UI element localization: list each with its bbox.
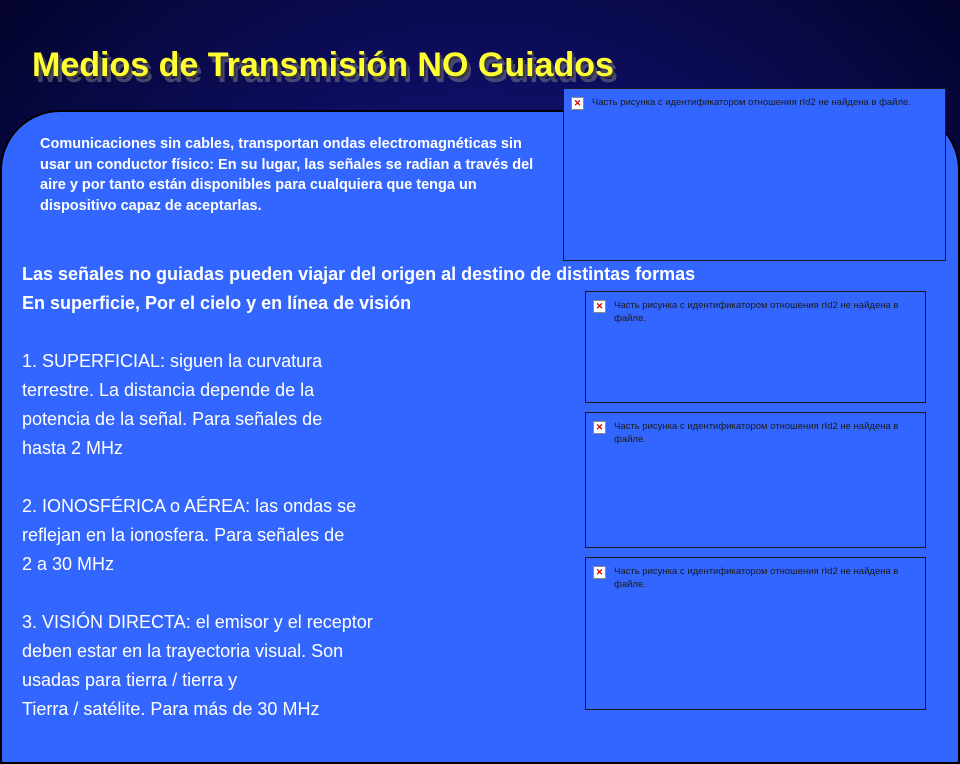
missing-image-placeholder xyxy=(585,557,926,710)
missing-image-placeholder xyxy=(585,291,926,403)
item-3-line: Tierra / satélite. Para más de 30 MHz xyxy=(22,699,320,719)
missing-image-text: Часть рисунка с идентификатором отношения rId2 не найдена в файле. xyxy=(614,566,899,590)
missing-image-text: Часть рисунка с идентификатором отношения rId2 не найдена в файле. xyxy=(614,300,899,324)
broken-image-icon: ✕ xyxy=(593,300,606,313)
item-3-line: 3. VISIÓN DIRECTA: el emisor y el receptor xyxy=(22,612,373,632)
missing-image-placeholder xyxy=(585,412,926,548)
heading-line: Las señales no guiadas pueden viajar del origen al destino de distintas formas xyxy=(22,264,696,284)
item-1-line: 1. SUPERFICIAL: siguen la curvatura xyxy=(22,351,323,371)
missing-image-text: Часть рисунка с идентификатором отношения rId2 не найдена в файле. xyxy=(592,97,911,108)
missing-image-text: Часть рисунка с идентификатором отношения rId2 не найдена в файле. xyxy=(614,421,899,445)
item-2-line: 2. IONOSFÉRICA o AÉREA: las ondas se xyxy=(22,496,357,516)
slide-title: Medios de Transmisión NO Guiados xyxy=(32,46,614,84)
item-1-line: terrestre. La distancia depende de la xyxy=(22,380,315,400)
broken-image-icon: ✕ xyxy=(593,421,606,434)
missing-image-placeholder xyxy=(563,88,946,261)
item-1-line: potencia de la señal. Para señales de xyxy=(22,409,323,429)
item-2-line: reflejan en la ionosfera. Para señales de xyxy=(22,525,345,545)
item-2-line: 2 a 30 MHz xyxy=(22,554,115,574)
heading-line: En superficie, Por el cielo y en línea de visión xyxy=(22,293,412,313)
intro-paragraph: Comunicaciones sin cables, transportan ondas electromagnéticas sin usar un conductor físico: En su lugar, las señales se radian a través del aire y por tanto están disponibles para cualquiera que tenga un dispositivo capaz de aceptarlas. xyxy=(40,136,534,214)
item-3-line: deben estar en la trayectoria visual. Son xyxy=(22,641,344,661)
broken-image-icon: ✕ xyxy=(593,566,606,579)
item-1-line: hasta 2 MHz xyxy=(22,438,124,458)
item-3-line: usadas para tierra / tierra y xyxy=(22,670,238,690)
broken-image-icon: ✕ xyxy=(571,97,584,110)
